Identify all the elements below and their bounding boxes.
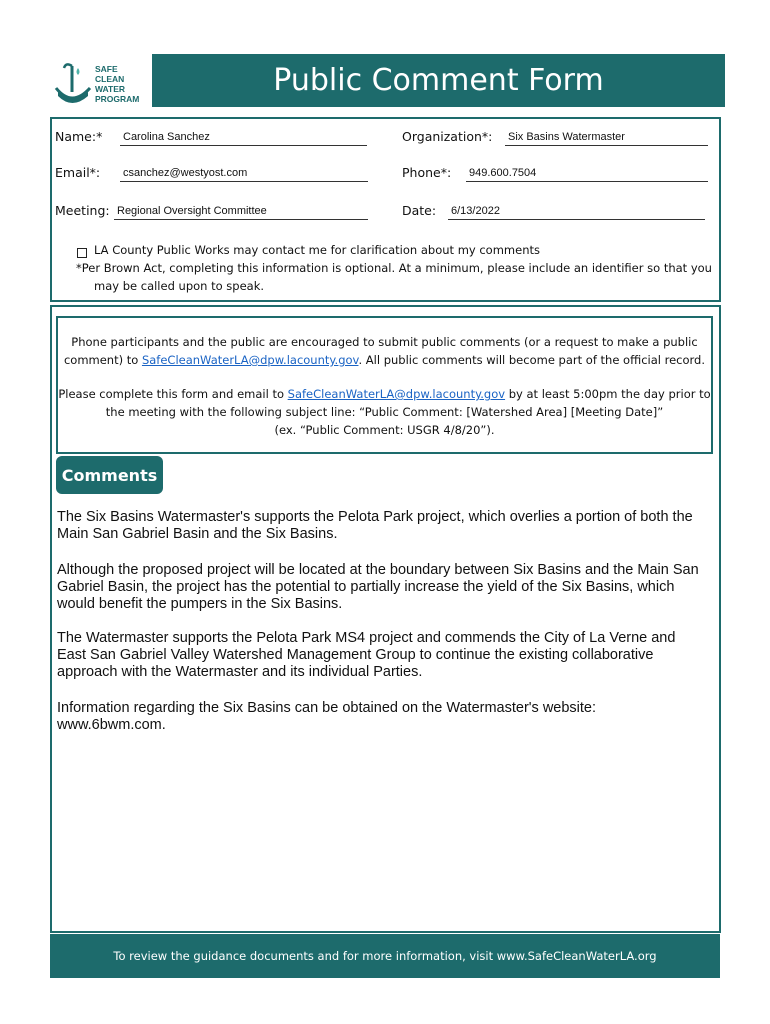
comments-heading-tab <box>56 456 163 494</box>
brown-act-note-cont: may be called upon to speak. <box>94 279 265 293</box>
instructions-line-4: the meeting with the following subject line: “Public Comment: [Watershed Area] [Meeting Date]” <box>105 405 664 419</box>
instructions-line-1: Phone participants and the public are encouraged to submit public comments (or a request to make a public <box>71 335 698 349</box>
email-link[interactable]: SafeCleanWaterLA@dpw.lacounty.gov <box>287 387 506 401</box>
contact-info-box <box>50 117 721 302</box>
logo-wordmark: SAFE CLEAN WATER PROGRAM <box>95 64 140 104</box>
instructions-line-3: Please complete this form and email to SafeCleanWaterLA@dpw.lacounty.gov by at least 5:00pm the day prior to <box>58 387 711 401</box>
phone-label: Phone*: <box>402 165 452 180</box>
comment-paragraph-2: Although the proposed project will be located at the boundary between Six Basins and the Main San Gabriel Basin, the project has the potential to partially increase the yield of the Six Basins, which would benefit the pumpers in the Six Basins. <box>57 562 699 612</box>
meeting-label: Meeting: <box>55 203 110 218</box>
instructions-line-5: (ex. “Public Comment: USGR 4/8/20”). <box>274 423 495 437</box>
email-link[interactable]: SafeCleanWaterLA@dpw.lacounty.gov <box>141 353 359 367</box>
phone-field[interactable]: 949.600.7504 <box>466 166 708 182</box>
footer-text: To review the guidance documents and for more information, visit www.SafeCleanWaterLA.org <box>113 949 657 963</box>
comment-paragraph-1: The Six Basins Watermaster's supports the Pelota Park project, which overlies a portion of both the Main San Gabriel Basin and the Six Basins. <box>57 509 693 542</box>
title-bar <box>152 54 725 107</box>
date-field[interactable]: 6/13/2022 <box>448 204 705 220</box>
brown-act-note: *Per Brown Act, completing this information is optional. At a minimum, please include an identifier so that you <box>76 261 712 275</box>
instructions-box <box>56 316 713 454</box>
contact-consent-label: LA County Public Works may contact me for clarification about my comments <box>94 243 540 257</box>
instructions-line-2: comment) to SafeCleanWaterLA@dpw.lacounty.gov. All public comments will become part of the official record. <box>63 353 706 367</box>
comments-heading: Comments <box>61 466 158 485</box>
meeting-field[interactable]: Regional Oversight Committee <box>114 204 368 220</box>
email-field[interactable]: csanchez@westyost.com <box>120 166 368 182</box>
organization-field[interactable]: Six Basins Watermaster <box>505 130 708 146</box>
comment-paragraph-3: The Watermaster supports the Pelota Park MS4 project and commends the City of La Verne and East San Gabriel Valley Watershed Management Group to continue the existing collaborative approach with the Watermaster and its individual Parties. <box>57 630 676 680</box>
name-field[interactable]: Carolina Sanchez <box>120 130 367 146</box>
organization-label: Organization*: <box>402 129 493 144</box>
comment-paragraph-4: Information regarding the Six Basins can be obtained on the Watermaster's website: www.6bwm.com. <box>57 700 597 733</box>
page-title: Public Comment Form <box>273 63 604 98</box>
name-label: Name:* <box>55 129 103 144</box>
contact-consent-checkbox[interactable] <box>77 248 87 258</box>
email-label: Email*: <box>55 165 101 180</box>
date-label: Date: <box>402 203 437 218</box>
footer-bar <box>50 934 720 978</box>
